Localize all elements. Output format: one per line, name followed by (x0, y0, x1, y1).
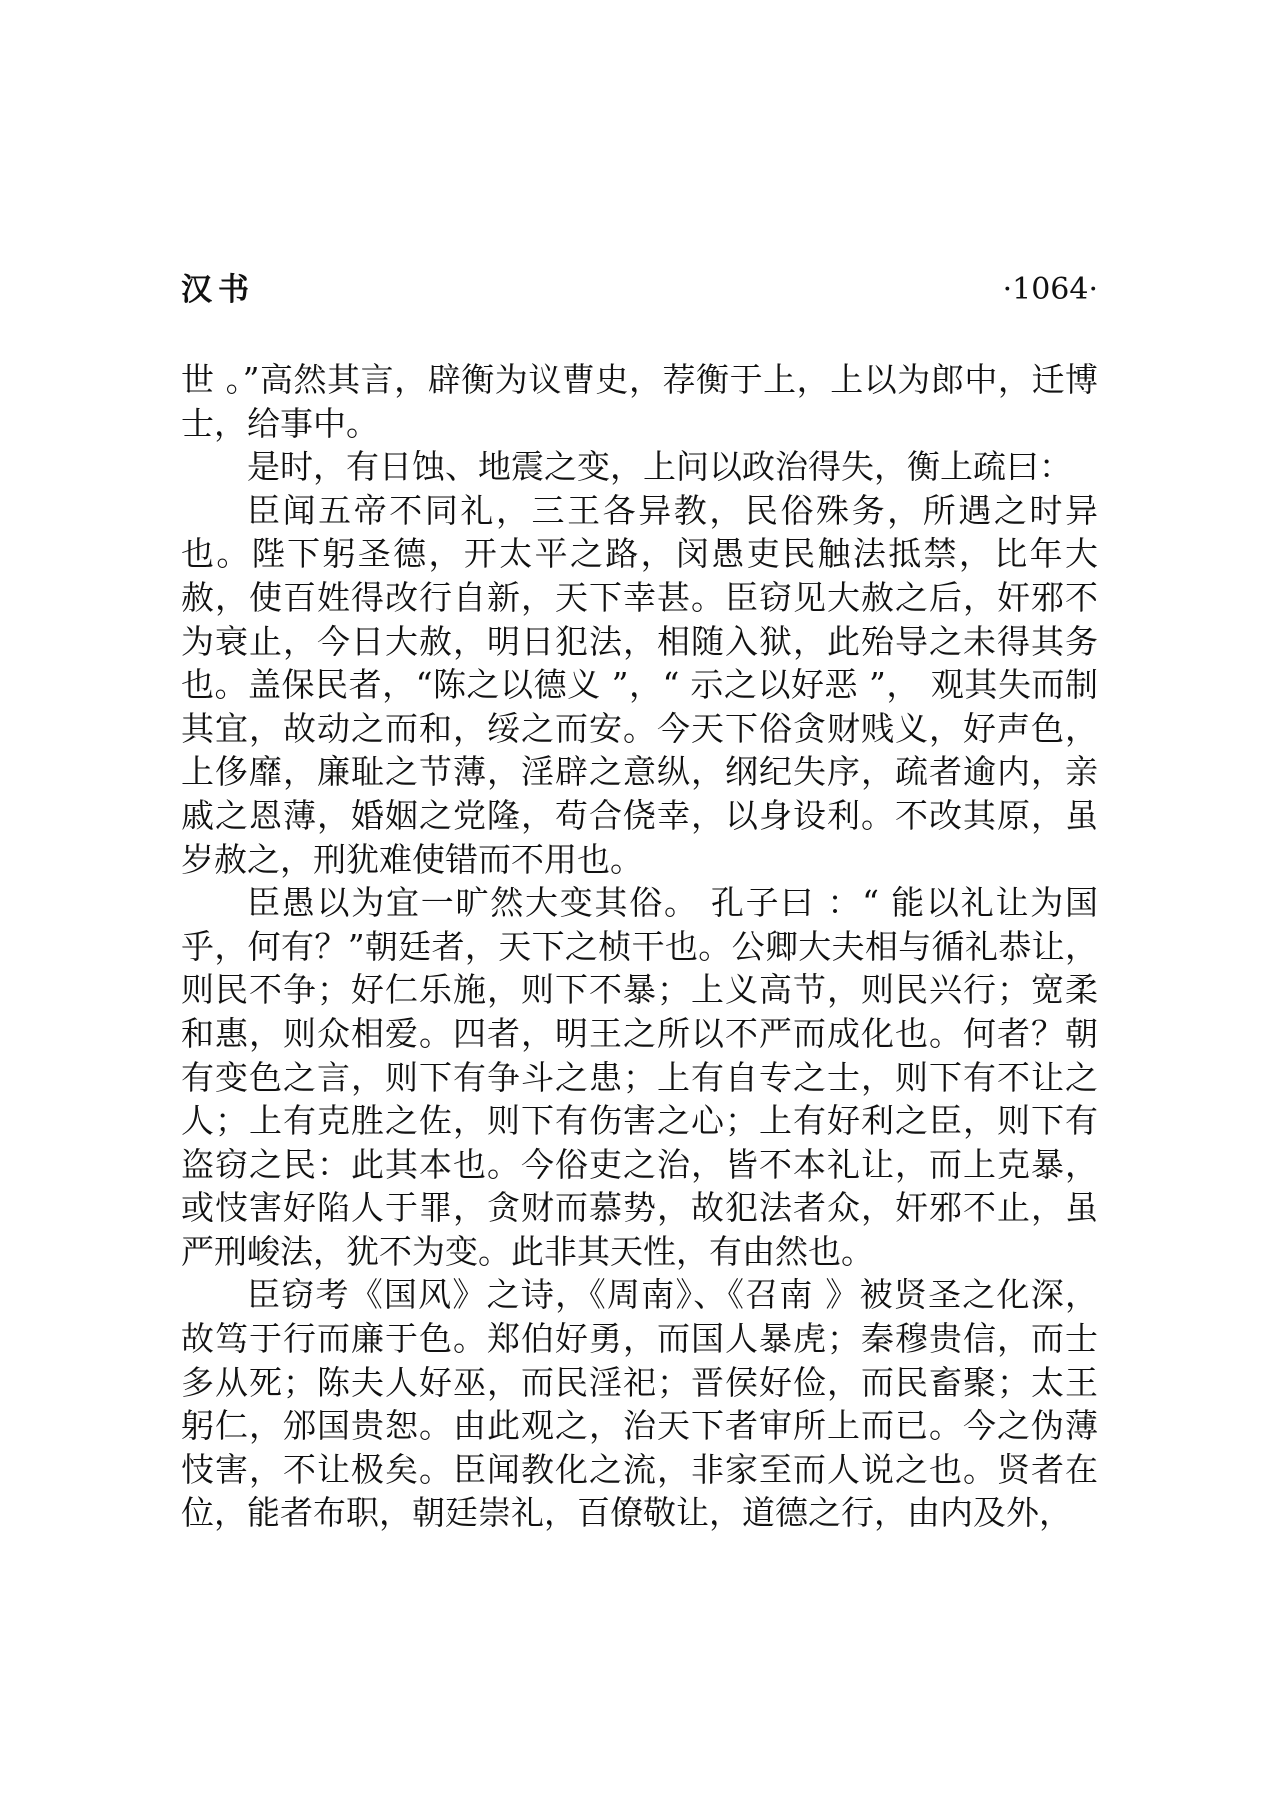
paragraph: 臣愚以为宜一旷然大变其俗。 孔子曰 ：“ 能以礼让为国乎，何有？”朝廷者，天下之桢干也。公卿大夫相与循礼恭让，则民不争；好仁乐施，则下不暴；上义高节，则民兴行；宽柔和惠，则众相爱。四者，明王之所以不严而成化也。何者？朝有变色之言，则下有争斗之患；上有自专之士，则下有不让之人；上有克胜之佐，则下有伤害之心；上有好利之臣，则下有盗窃之民：此其本也。今俗吏之治，皆不本礼让，而上克暴，或忮害好陷人于罪，贪财而慕势，故犯法者众，奸邪不止，虽严刑峻法，犹不为变。此非其天性，有由然也。 (181, 883, 1098, 1271)
body-text (181, 358, 1098, 1535)
paragraph: 世 。”高然其言，辟衡为议曹史，荐衡于上，上以为郎中，迁博士，给事中。 (181, 360, 1098, 443)
paragraph: 是时，有日蚀、地震之变，上问以政治得失，衡上疏曰： (247, 447, 1072, 487)
book-title: 汉书 (181, 272, 255, 308)
paragraph: 臣闻五帝不同礼，三王各异教，民俗殊务，所遇之时异也。陛下躬圣德，开太平之路，闵愚吏民触法抵禁，比年大赦，使百姓得改行自新，天下幸甚。臣窃见大赦之后，奸邪不为衰止，今日大赦，明日犯法，相随入狱，此殆导之未得其务也。盖保民者，“陈之以德义 ”，“ 示之以好恶 ”， 观其失而制其宜，故动之而和，绥之而安。今天下俗贪财贱义，好声色，上侈靡，廉耻之节薄，淫辟之意纵，纲纪失序，疏者逾内，亲戚之恩薄，婚姻之党隆，苟合侥幸，以身设利。不改其原，虽岁赦之，刑犹难使错而不用也。 (181, 490, 1098, 879)
page-header (181, 268, 1098, 312)
page-number: ·1064· (1002, 272, 1098, 307)
paragraph: 臣窃考《国风》之诗，《周南》、《召南 》被贤圣之化深，故笃于行而廉于色。郑伯好勇，而国人暴虎；秦穆贵信，而士多从死；陈夫人好巫，而民淫祀；晋侯好俭，而民畜聚；太王躬仁，邠国贵恕。由此观之，治天下者审所上而已。今之伪薄忮害，不让极矣。臣闻教化之流，非家至而人说之也。贤者在位，能者布职，朝廷崇礼，百僚敬让，道德之行，由内及外， (181, 1275, 1098, 1533)
